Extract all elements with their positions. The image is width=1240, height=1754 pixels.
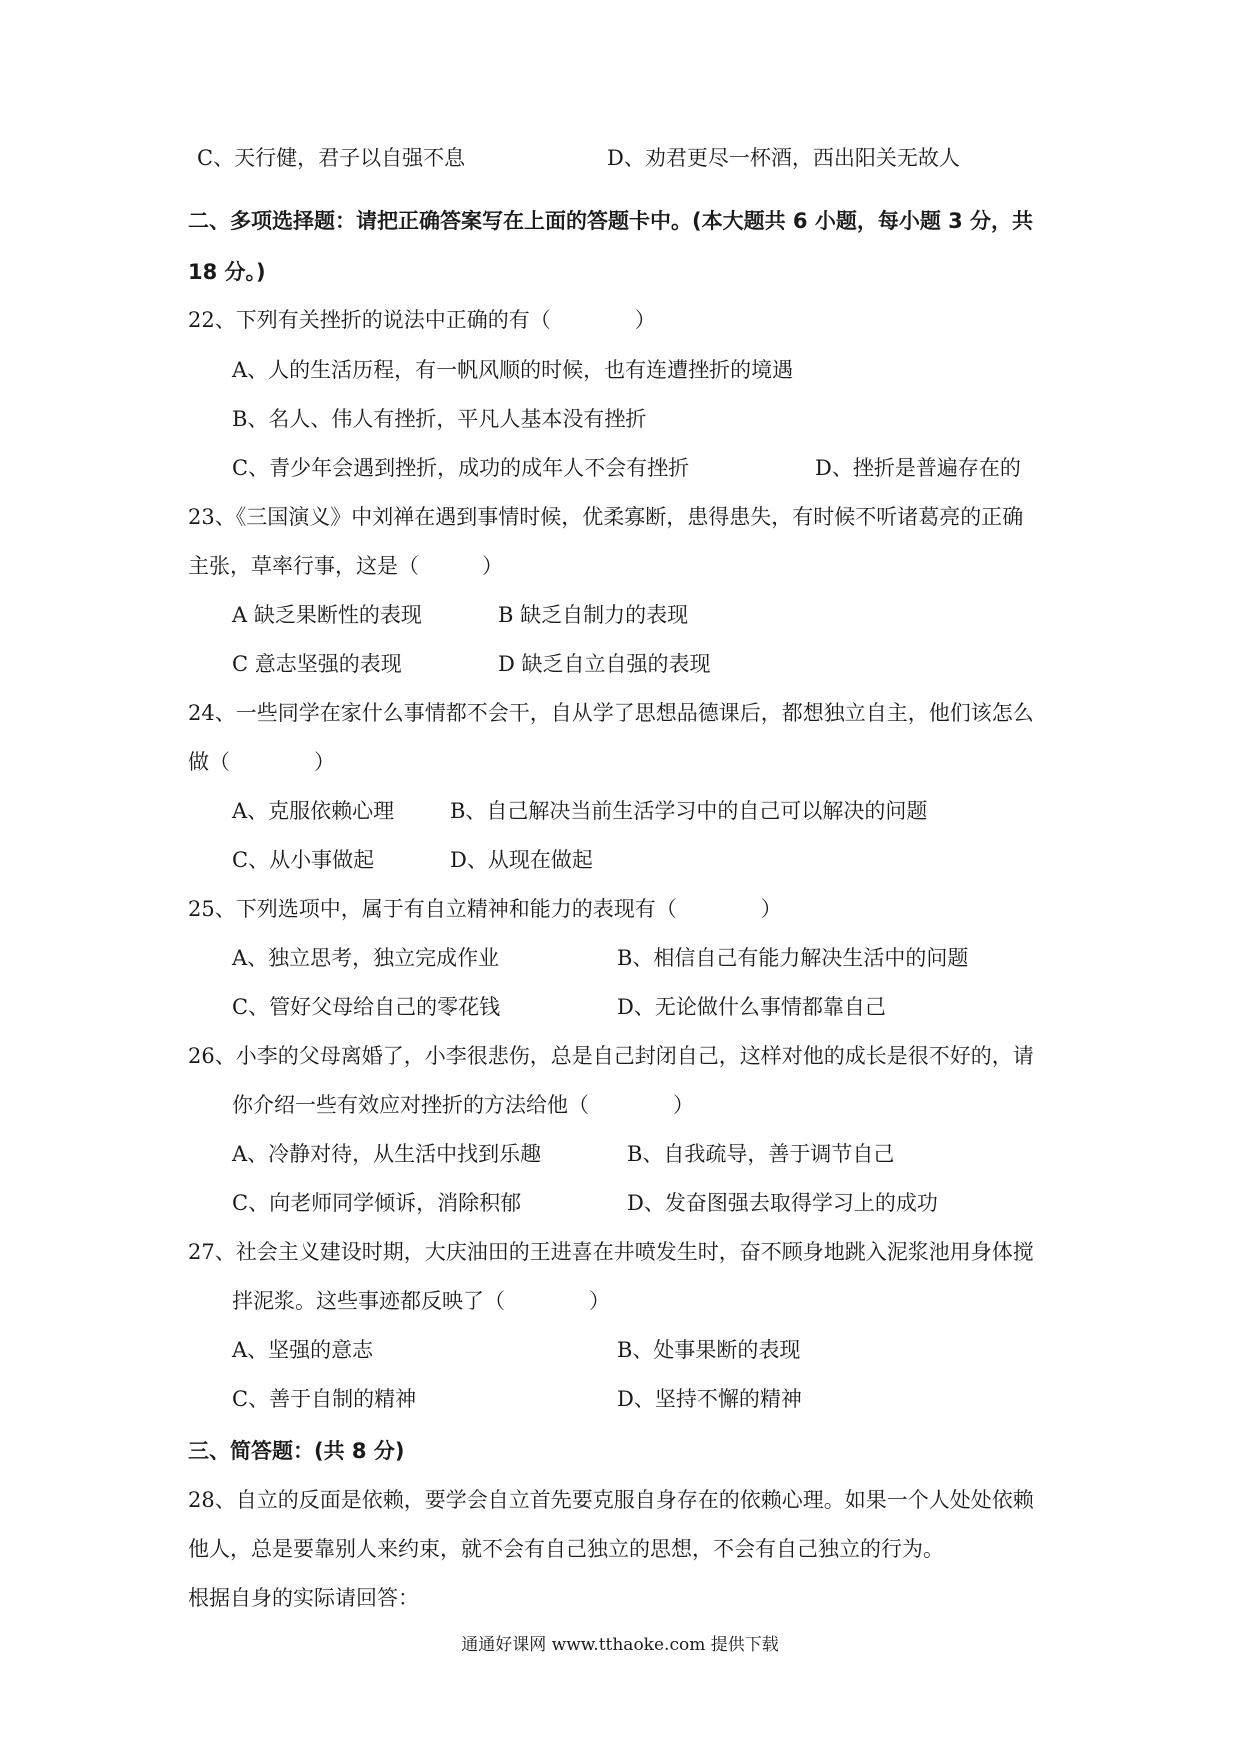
q24-stem-line1: 24、一些同学在家什么事情都不会干，自从学了思想品德课后，都想独立自主，他们该怎么 xyxy=(188,701,1034,725)
q24-option-d: D、从现在做起 xyxy=(450,848,593,872)
q24-option-b: B、自己解决当前生活学习中的自己可以解决的问题 xyxy=(450,799,928,823)
q26-stem-line1: 26、小李的父母离婚了，小李很悲伤，总是自己封闭自己，这样对他的成长是很不好的，请 xyxy=(188,1044,1034,1068)
q25-stem: 25、下列选项中，属于有自立精神和能力的表现有（ ） xyxy=(188,897,782,921)
section3-heading: 三、简答题：(共 8 分) xyxy=(188,1439,405,1463)
q27-option-c: C、善于自制的精神 xyxy=(232,1387,417,1411)
q23-option-a: A 缺乏果断性的表现 xyxy=(232,603,422,627)
q23-option-d: D 缺乏自立自强的表现 xyxy=(498,652,711,676)
page-footer: 通通好课网 www.tthaoke.com 提供下载 xyxy=(461,1635,779,1655)
q27-option-a: A、坚强的意志 xyxy=(232,1338,374,1362)
q28-line1: 28、自立的反面是依赖，要学会自立首先要克服自身存在的依赖心理。如果一个人处处依赖 xyxy=(188,1488,1034,1512)
q26-option-d: D、发奋图强去取得学习上的成功 xyxy=(627,1191,938,1215)
q22-option-b: B、名人、伟人有挫折，平凡人基本没有挫折 xyxy=(232,407,647,431)
q28-line3: 根据自身的实际请回答： xyxy=(188,1586,419,1610)
q27-stem-line2: 拌泥浆。这些事迹都反映了（ ） xyxy=(232,1289,610,1313)
q24-stem-line2: 做（ ） xyxy=(188,750,335,774)
q21-option-d: D、劝君更尽一杯酒，西出阳关无故人 xyxy=(607,146,960,170)
section2-heading-line1: 二、多项选择题：请把正确答案写在上面的答题卡中。(本大题共 6 小题，每小题 3 分，共 xyxy=(188,209,1034,233)
q28-line2: 他人，总是要靠别人来约束，就不会有自己独立的思想，不会有自己独立的行为。 xyxy=(188,1537,944,1561)
q26-option-c: C、向老师同学倾诉，消除积郁 xyxy=(232,1191,522,1215)
q25-option-a: A、独立思考，独立完成作业 xyxy=(232,946,500,970)
q22-option-c: C、青少年会遇到挫折，成功的成年人不会有挫折 xyxy=(232,456,690,480)
q23-option-c: C 意志坚强的表现 xyxy=(232,652,402,676)
q25-option-d: D、无论做什么事情都靠自己 xyxy=(617,995,886,1019)
q24-option-c: C、从小事做起 xyxy=(232,848,375,872)
q23-stem-line2: 主张，草率行事，这是（ ） xyxy=(188,554,503,578)
q21-option-c: C、天行健，君子以自强不息 xyxy=(197,146,466,170)
q27-option-d: D、坚持不懈的精神 xyxy=(617,1387,802,1411)
q25-option-b: B、相信自己有能力解决生活中的问题 xyxy=(617,946,969,970)
q26-stem-line2: 你介绍一些有效应对挫折的方法给他（ ） xyxy=(232,1093,694,1117)
section2-heading-line2: 18 分。) xyxy=(188,260,266,284)
q27-stem-line1: 27、社会主义建设时期，大庆油田的王进喜在井喷发生时，奋不顾身地跳入泥浆池用身体搅 xyxy=(188,1240,1034,1264)
q23-stem-line1: 23、《三国演义》中刘禅在遇到事情时候，优柔寡断，患得患失，有时候不听诸葛亮的正确 xyxy=(188,505,1024,529)
q22-option-d: D、挫折是普遍存在的 xyxy=(815,456,1021,480)
q27-option-b: B、处事果断的表现 xyxy=(617,1338,801,1362)
q22-stem: 22、下列有关挫折的说法中正确的有（ ） xyxy=(188,308,656,332)
q26-option-a: A、冷静对待，从生活中找到乐趣 xyxy=(232,1142,542,1166)
q25-option-c: C、管好父母给自己的零花钱 xyxy=(232,995,501,1019)
q23-option-b: B 缺乏自制力的表现 xyxy=(498,603,689,627)
q24-option-a: A、克服依赖心理 xyxy=(232,799,395,823)
q22-option-a: A、人的生活历程，有一帆风顺的时候，也有连遭挫折的境遇 xyxy=(232,358,794,382)
q26-option-b: B、自我疏导，善于调节自己 xyxy=(627,1142,895,1166)
